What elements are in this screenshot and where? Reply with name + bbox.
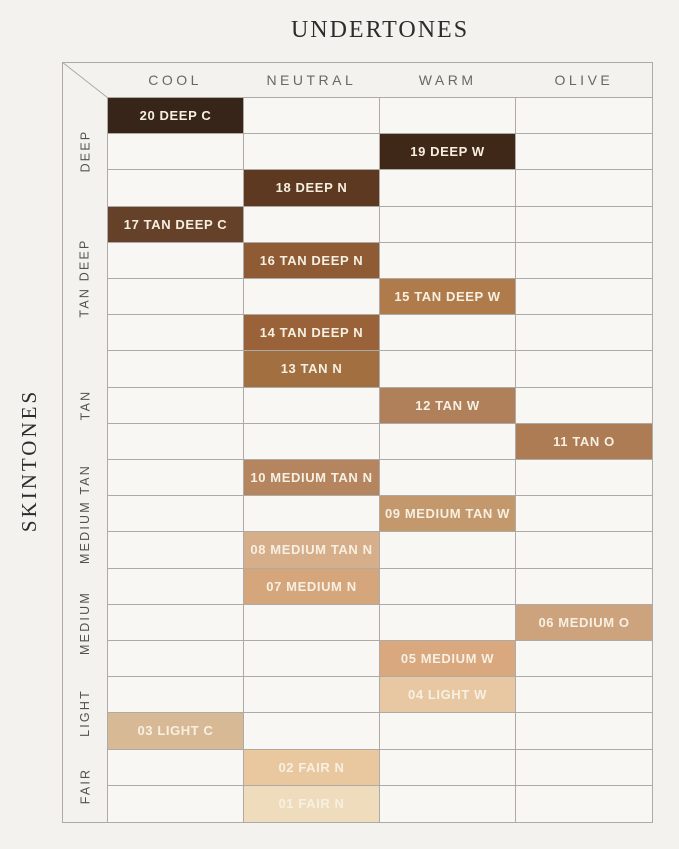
shade-swatch-label: 08 MEDIUM TAN N <box>250 542 373 558</box>
grid-cell-empty <box>516 279 652 315</box>
grid-cell-empty <box>108 532 244 568</box>
grid-cell-empty <box>108 605 244 641</box>
grid-cell-empty <box>244 641 380 677</box>
grid-cell-empty <box>516 713 652 749</box>
shade-swatch-20-deep-c <box>108 98 244 134</box>
shade-swatch-19-deep-w <box>380 134 516 170</box>
grid-cell-empty <box>108 134 244 170</box>
grid-cell-empty <box>516 98 652 134</box>
corner-diagonal-line <box>62 62 108 98</box>
skintone-group-medium-tan <box>63 460 107 569</box>
axis-title-skintones <box>0 97 60 823</box>
chart-frame <box>62 62 653 823</box>
grid-cell-empty <box>244 677 380 713</box>
grid-cell-empty <box>108 641 244 677</box>
skintone-group-label: DEEP <box>78 129 92 173</box>
grid-cell-empty <box>516 496 652 532</box>
grid-cell-empty <box>108 496 244 532</box>
grid-cell-empty <box>380 315 516 351</box>
grid-cell-empty <box>108 677 244 713</box>
shade-swatch-05-medium-w <box>380 641 516 677</box>
grid-cell-empty <box>380 207 516 243</box>
skintone-group-tan <box>63 351 107 460</box>
shade-grid <box>107 97 652 822</box>
undertone-header-cool: COOL <box>148 72 202 88</box>
skintone-group-deep <box>63 97 107 206</box>
grid-cell-empty <box>108 243 244 279</box>
axis-title-skintones-text: SKINTONES <box>17 388 42 532</box>
grid-cell-empty <box>244 279 380 315</box>
skintone-group-label: MEDIUM <box>78 590 93 655</box>
grid-cell-empty <box>380 98 516 134</box>
skintone-group-tan-deep <box>63 206 107 351</box>
grid-cell-empty <box>108 460 244 496</box>
shade-swatch-label: 16 TAN DEEP N <box>259 252 364 268</box>
shade-swatch-08-medium-tan-n <box>244 532 380 568</box>
shade-swatch-label: 09 MEDIUM TAN W <box>384 506 511 522</box>
shade-swatch-16-tan-deep-n <box>244 243 380 279</box>
grid-cell-empty <box>516 786 652 822</box>
shade-swatch-03-light-c <box>108 713 244 749</box>
grid-cell-empty <box>516 207 652 243</box>
shade-swatch-07-medium-n <box>244 569 380 605</box>
shade-swatch-label: 13 TAN N <box>280 361 343 377</box>
grid-cell-empty <box>380 460 516 496</box>
grid-cell-empty <box>244 605 380 641</box>
column-headers <box>107 63 652 97</box>
skintone-group-fair <box>63 750 107 823</box>
shade-swatch-04-light-w <box>380 677 516 713</box>
grid-cell-empty <box>380 532 516 568</box>
grid-cell-empty <box>516 351 652 387</box>
skintone-group-medium <box>63 568 107 677</box>
grid-cell-empty <box>108 750 244 786</box>
shade-swatch-11-tan-o <box>516 424 652 460</box>
shade-swatch-10-medium-tan-n <box>244 460 380 496</box>
skintone-group-label: LIGHT <box>78 689 92 738</box>
grid-cell-empty <box>516 388 652 424</box>
grid-cell-empty <box>244 134 380 170</box>
skintone-group-label: TAN DEEP <box>78 238 92 318</box>
shade-swatch-label: 11 TAN O <box>553 433 615 449</box>
grid-cell-empty <box>516 315 652 351</box>
grid-cell-empty <box>108 424 244 460</box>
shade-swatch-label: 19 DEEP W <box>410 144 485 160</box>
shade-swatch-label: 14 TAN DEEP N <box>259 325 364 341</box>
undertone-header-neutral: NEUTRAL <box>266 72 357 88</box>
shade-swatch-18-deep-n <box>244 170 380 206</box>
shade-swatch-label: 17 TAN DEEP C <box>123 216 228 232</box>
grid-cell-empty <box>244 207 380 243</box>
grid-cell-empty <box>516 750 652 786</box>
grid-cell-empty <box>244 713 380 749</box>
grid-cell-empty <box>516 243 652 279</box>
grid-cell-empty <box>108 388 244 424</box>
grid-cell-empty <box>108 315 244 351</box>
grid-cell-empty <box>244 496 380 532</box>
shade-swatch-label: 18 DEEP N <box>275 180 348 196</box>
grid-cell-empty <box>244 424 380 460</box>
grid-cell-empty <box>108 786 244 822</box>
skintone-group-label: MEDIUM TAN <box>78 463 93 564</box>
shade-swatch-label: 01 FAIR N <box>278 796 345 812</box>
shade-swatch-01-fair-n <box>244 786 380 822</box>
grid-cell-empty <box>108 279 244 315</box>
grid-cell-empty <box>380 750 516 786</box>
undertone-header-warm: WARM <box>418 72 477 88</box>
grid-cell-empty <box>516 460 652 496</box>
grid-cell-empty <box>380 605 516 641</box>
skintone-group-light <box>63 677 107 750</box>
grid-cell-empty <box>380 170 516 206</box>
shade-swatch-label: 10 MEDIUM TAN N <box>250 470 373 486</box>
grid-cell-empty <box>244 388 380 424</box>
grid-cell-empty <box>380 424 516 460</box>
shade-swatch-label: 12 TAN W <box>415 397 480 413</box>
grid-cell-empty <box>516 170 652 206</box>
shade-swatch-label: 15 TAN DEEP W <box>394 289 501 305</box>
shade-swatch-label: 02 FAIR N <box>278 759 345 775</box>
grid-cell-empty <box>108 170 244 206</box>
grid-cell-empty <box>244 98 380 134</box>
shade-swatch-06-medium-o <box>516 605 652 641</box>
undertone-header-olive: OLIVE <box>554 72 614 88</box>
skintone-group-label: TAN <box>78 389 92 421</box>
shade-swatch-12-tan-w <box>380 388 516 424</box>
grid-cell-empty <box>108 351 244 387</box>
row-group-labels <box>63 97 107 822</box>
shade-swatch-17-tan-deep-c <box>108 207 244 243</box>
grid-cell-empty <box>516 532 652 568</box>
grid-cell-empty <box>516 569 652 605</box>
shade-swatch-label: 06 MEDIUM O <box>538 614 630 630</box>
shade-swatch-label: 03 LIGHT C <box>137 723 214 739</box>
shade-swatch-label: 04 LIGHT W <box>408 687 487 703</box>
grid-cell-empty <box>380 243 516 279</box>
grid-cell-empty <box>380 786 516 822</box>
shade-swatch-09-medium-tan-w <box>380 496 516 532</box>
shade-swatch-02-fair-n <box>244 750 380 786</box>
axis-title-undertones: UNDERTONES <box>290 17 470 43</box>
grid-cell-empty <box>516 641 652 677</box>
grid-cell-empty <box>108 569 244 605</box>
shade-swatch-15-tan-deep-w <box>380 279 516 315</box>
shade-swatch-14-tan-deep-n <box>244 315 380 351</box>
grid-cell-empty <box>380 569 516 605</box>
skintone-group-label: FAIR <box>78 767 92 805</box>
shade-swatch-label: 20 DEEP C <box>139 108 212 124</box>
shade-swatch-label: 05 MEDIUM W <box>400 651 495 667</box>
grid-cell-empty <box>516 677 652 713</box>
grid-cell-empty <box>516 134 652 170</box>
grid-cell-empty <box>380 713 516 749</box>
grid-cell-empty <box>380 351 516 387</box>
shade-swatch-13-tan-n <box>244 351 380 387</box>
shade-swatch-label: 07 MEDIUM N <box>266 578 357 594</box>
